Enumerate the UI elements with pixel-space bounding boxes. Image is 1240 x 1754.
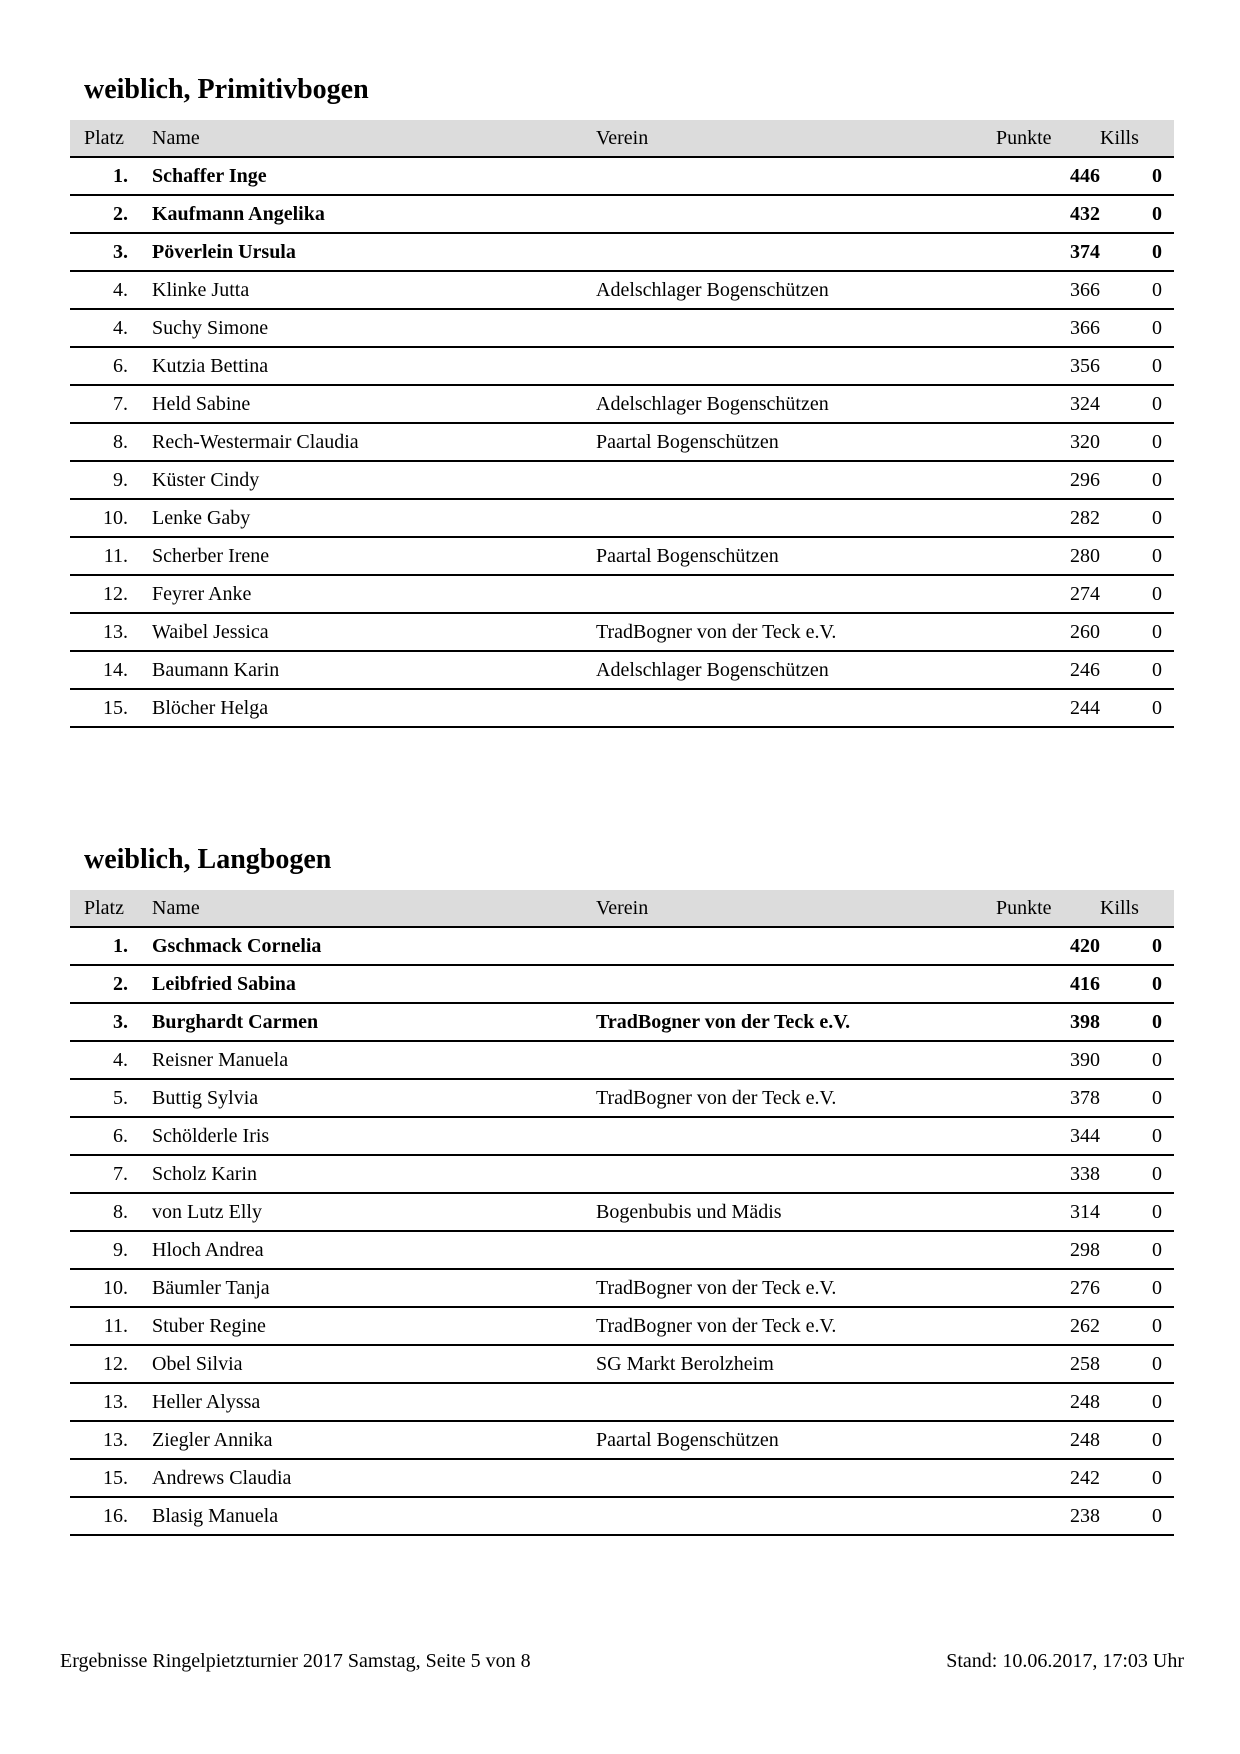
name-cell: Heller Alyssa: [152, 1383, 596, 1421]
column-spacer: [128, 120, 152, 157]
name-cell: Scherber Irene: [152, 537, 596, 575]
column-spacer: [128, 890, 152, 927]
table-row: [70, 575, 1174, 613]
spacer-cell: [128, 347, 152, 385]
points-cell: 248: [996, 1383, 1100, 1421]
kills-cell: 0: [1100, 1193, 1174, 1231]
table-row: [70, 195, 1174, 233]
club-cell: [596, 927, 996, 965]
club-cell: [596, 575, 996, 613]
spacer-cell: [128, 157, 152, 195]
club-cell: SG Markt Berolzheim: [596, 1345, 996, 1383]
rank-cell: 7.: [70, 385, 128, 423]
table-row: [70, 1155, 1174, 1193]
club-cell: [596, 1459, 996, 1497]
club-cell: Adelschlager Bogenschützen: [596, 651, 996, 689]
table-row: [70, 1421, 1174, 1459]
spacer-cell: [128, 927, 152, 965]
club-cell: TradBogner von der Teck e.V.: [596, 1307, 996, 1345]
name-cell: Burghardt Carmen: [152, 1003, 596, 1041]
table-row: [70, 233, 1174, 271]
rank-cell: 13.: [70, 1383, 128, 1421]
table-header-row: [70, 120, 1174, 157]
spacer-cell: [128, 689, 152, 727]
spacer-cell: [128, 575, 152, 613]
kills-cell: 0: [1100, 423, 1174, 461]
points-cell: 446: [996, 157, 1100, 195]
spacer-cell: [128, 1193, 152, 1231]
column-header-name: Name: [152, 890, 596, 927]
points-cell: 274: [996, 575, 1100, 613]
spacer-cell: [128, 1231, 152, 1269]
table-row: [70, 965, 1174, 1003]
club-cell: [596, 689, 996, 727]
club-cell: [596, 233, 996, 271]
club-cell: Paartal Bogenschützen: [596, 423, 996, 461]
points-cell: 374: [996, 233, 1100, 271]
rank-cell: 11.: [70, 1307, 128, 1345]
kills-cell: 0: [1100, 195, 1174, 233]
club-cell: [596, 1497, 996, 1535]
name-cell: Lenke Gaby: [152, 499, 596, 537]
column-header-verein: Verein: [596, 120, 996, 157]
results-table: [70, 890, 1174, 1536]
spacer-cell: [128, 613, 152, 651]
name-cell: Buttig Sylvia: [152, 1079, 596, 1117]
name-cell: Blasig Manuela: [152, 1497, 596, 1535]
club-cell: [596, 965, 996, 1003]
kills-cell: 0: [1100, 1497, 1174, 1535]
table-row: [70, 309, 1174, 347]
rank-cell: 8.: [70, 1193, 128, 1231]
club-cell: Paartal Bogenschützen: [596, 1421, 996, 1459]
spacer-cell: [128, 1079, 152, 1117]
rank-cell: 10.: [70, 1269, 128, 1307]
points-cell: 432: [996, 195, 1100, 233]
rank-cell: 12.: [70, 1345, 128, 1383]
spacer-cell: [128, 195, 152, 233]
spacer-cell: [128, 499, 152, 537]
table-body: [70, 157, 1174, 727]
points-cell: 420: [996, 927, 1100, 965]
table-row: [70, 1307, 1174, 1345]
club-cell: Adelschlager Bogenschützen: [596, 271, 996, 309]
name-cell: Ziegler Annika: [152, 1421, 596, 1459]
kills-cell: 0: [1100, 651, 1174, 689]
table-row: [70, 1459, 1174, 1497]
rank-cell: 9.: [70, 1231, 128, 1269]
club-cell: Paartal Bogenschützen: [596, 537, 996, 575]
kills-cell: 0: [1100, 1383, 1174, 1421]
column-header-kills: Kills: [1100, 890, 1174, 927]
table-row: [70, 347, 1174, 385]
points-cell: 366: [996, 309, 1100, 347]
club-cell: TradBogner von der Teck e.V.: [596, 613, 996, 651]
table-row: [70, 1231, 1174, 1269]
rank-cell: 10.: [70, 499, 128, 537]
kills-cell: 0: [1100, 347, 1174, 385]
table-row: [70, 1079, 1174, 1117]
points-cell: 246: [996, 651, 1100, 689]
column-header-platz: Platz: [70, 120, 128, 157]
spacer-cell: [128, 1003, 152, 1041]
name-cell: Bäumler Tanja: [152, 1269, 596, 1307]
rank-cell: 15.: [70, 689, 128, 727]
kills-cell: 0: [1100, 1003, 1174, 1041]
kills-cell: 0: [1100, 385, 1174, 423]
name-cell: Kaufmann Angelika: [152, 195, 596, 233]
table-row: [70, 1497, 1174, 1535]
table-body: [70, 927, 1174, 1535]
points-cell: 280: [996, 537, 1100, 575]
name-cell: Schaffer Inge: [152, 157, 596, 195]
kills-cell: 0: [1100, 537, 1174, 575]
column-header-verein: Verein: [596, 890, 996, 927]
name-cell: Hloch Andrea: [152, 1231, 596, 1269]
table-row: [70, 461, 1174, 499]
footer-document-info: Ergebnisse Ringelpietzturnier 2017 Samstag, Seite 5 von 8: [60, 1650, 531, 1672]
points-cell: 276: [996, 1269, 1100, 1307]
kills-cell: 0: [1100, 613, 1174, 651]
rank-cell: 4.: [70, 1041, 128, 1079]
name-cell: Baumann Karin: [152, 651, 596, 689]
club-cell: [596, 1155, 996, 1193]
name-cell: Gschmack Cornelia: [152, 927, 596, 965]
rank-cell: 4.: [70, 309, 128, 347]
points-cell: 320: [996, 423, 1100, 461]
points-cell: 238: [996, 1497, 1100, 1535]
name-cell: von Lutz Elly: [152, 1193, 596, 1231]
club-cell: [596, 195, 996, 233]
spacer-cell: [128, 1307, 152, 1345]
rank-cell: 1.: [70, 157, 128, 195]
name-cell: Kutzia Bettina: [152, 347, 596, 385]
points-cell: 260: [996, 613, 1100, 651]
spacer-cell: [128, 461, 152, 499]
name-cell: Blöcher Helga: [152, 689, 596, 727]
table-row: [70, 157, 1174, 195]
table-row: [70, 385, 1174, 423]
spacer-cell: [128, 309, 152, 347]
club-cell: [596, 309, 996, 347]
name-cell: Klinke Jutta: [152, 271, 596, 309]
club-cell: [596, 1117, 996, 1155]
points-cell: 366: [996, 271, 1100, 309]
spacer-cell: [128, 1345, 152, 1383]
spacer-cell: [128, 1155, 152, 1193]
spacer-cell: [128, 651, 152, 689]
name-cell: Suchy Simone: [152, 309, 596, 347]
spacer-cell: [128, 423, 152, 461]
column-header-punkte: Punkte: [996, 890, 1100, 927]
table-row: [70, 1193, 1174, 1231]
spacer-cell: [128, 965, 152, 1003]
table-row: [70, 1383, 1174, 1421]
rank-cell: 1.: [70, 927, 128, 965]
column-header-kills: Kills: [1100, 120, 1174, 157]
rank-cell: 5.: [70, 1079, 128, 1117]
rank-cell: 12.: [70, 575, 128, 613]
kills-cell: 0: [1100, 309, 1174, 347]
rank-cell: 9.: [70, 461, 128, 499]
name-cell: Feyrer Anke: [152, 575, 596, 613]
rank-cell: 8.: [70, 423, 128, 461]
spacer-cell: [128, 271, 152, 309]
kills-cell: 0: [1100, 965, 1174, 1003]
points-cell: 356: [996, 347, 1100, 385]
kills-cell: 0: [1100, 271, 1174, 309]
name-cell: Stuber Regine: [152, 1307, 596, 1345]
column-header-platz: Platz: [70, 890, 128, 927]
kills-cell: 0: [1100, 461, 1174, 499]
spacer-cell: [128, 537, 152, 575]
club-cell: [596, 499, 996, 537]
kills-cell: 0: [1100, 1079, 1174, 1117]
points-cell: 296: [996, 461, 1100, 499]
spacer-cell: [128, 233, 152, 271]
club-cell: TradBogner von der Teck e.V.: [596, 1003, 996, 1041]
rank-cell: 2.: [70, 195, 128, 233]
club-cell: TradBogner von der Teck e.V.: [596, 1079, 996, 1117]
kills-cell: 0: [1100, 1155, 1174, 1193]
kills-cell: 0: [1100, 233, 1174, 271]
kills-cell: 0: [1100, 1269, 1174, 1307]
rank-cell: 3.: [70, 233, 128, 271]
name-cell: Pöverlein Ursula: [152, 233, 596, 271]
spacer-cell: [128, 1459, 152, 1497]
kills-cell: 0: [1100, 1459, 1174, 1497]
rank-cell: 6.: [70, 1117, 128, 1155]
kills-cell: 0: [1100, 157, 1174, 195]
name-cell: Leibfried Sabina: [152, 965, 596, 1003]
spacer-cell: [128, 1041, 152, 1079]
points-cell: 338: [996, 1155, 1100, 1193]
column-header-name: Name: [152, 120, 596, 157]
name-cell: Rech-Westermair Claudia: [152, 423, 596, 461]
name-cell: Held Sabine: [152, 385, 596, 423]
points-cell: 390: [996, 1041, 1100, 1079]
points-cell: 298: [996, 1231, 1100, 1269]
table-row: [70, 651, 1174, 689]
name-cell: Scholz Karin: [152, 1155, 596, 1193]
table-row: [70, 613, 1174, 651]
table-row: [70, 1345, 1174, 1383]
points-cell: 314: [996, 1193, 1100, 1231]
club-cell: [596, 461, 996, 499]
table-row: [70, 689, 1174, 727]
kills-cell: 0: [1100, 1345, 1174, 1383]
kills-cell: 0: [1100, 575, 1174, 613]
rank-cell: 6.: [70, 347, 128, 385]
club-cell: Bogenbubis und Mädis: [596, 1193, 996, 1231]
spacer-cell: [128, 1421, 152, 1459]
kills-cell: 0: [1100, 499, 1174, 537]
kills-cell: 0: [1100, 689, 1174, 727]
table-row: [70, 499, 1174, 537]
name-cell: Obel Silvia: [152, 1345, 596, 1383]
table-header-row: [70, 890, 1174, 927]
points-cell: 378: [996, 1079, 1100, 1117]
table-row: [70, 927, 1174, 965]
points-cell: 242: [996, 1459, 1100, 1497]
club-cell: Adelschlager Bogenschützen: [596, 385, 996, 423]
spacer-cell: [128, 1383, 152, 1421]
table-row: [70, 1117, 1174, 1155]
points-cell: 248: [996, 1421, 1100, 1459]
rank-cell: 2.: [70, 965, 128, 1003]
club-cell: TradBogner von der Teck e.V.: [596, 1269, 996, 1307]
kills-cell: 0: [1100, 1307, 1174, 1345]
spacer-cell: [128, 385, 152, 423]
table-row: [70, 271, 1174, 309]
club-cell: [596, 1041, 996, 1079]
name-cell: Schölderle Iris: [152, 1117, 596, 1155]
results-table: [70, 120, 1174, 728]
name-cell: Waibel Jessica: [152, 613, 596, 651]
club-cell: [596, 347, 996, 385]
table-row: [70, 1003, 1174, 1041]
table-row: [70, 1269, 1174, 1307]
footer-timestamp: Stand: 10.06.2017, 17:03 Uhr: [946, 1650, 1184, 1672]
section-title: weiblich, Primitivbogen: [84, 74, 369, 105]
club-cell: [596, 1231, 996, 1269]
spacer-cell: [128, 1269, 152, 1307]
points-cell: 244: [996, 689, 1100, 727]
kills-cell: 0: [1100, 1117, 1174, 1155]
name-cell: Küster Cindy: [152, 461, 596, 499]
points-cell: 282: [996, 499, 1100, 537]
points-cell: 324: [996, 385, 1100, 423]
table-row: [70, 537, 1174, 575]
points-cell: 398: [996, 1003, 1100, 1041]
kills-cell: 0: [1100, 927, 1174, 965]
name-cell: Andrews Claudia: [152, 1459, 596, 1497]
kills-cell: 0: [1100, 1041, 1174, 1079]
column-header-punkte: Punkte: [996, 120, 1100, 157]
rank-cell: 13.: [70, 613, 128, 651]
rank-cell: 14.: [70, 651, 128, 689]
name-cell: Reisner Manuela: [152, 1041, 596, 1079]
rank-cell: 16.: [70, 1497, 128, 1535]
club-cell: [596, 1383, 996, 1421]
table-row: [70, 423, 1174, 461]
rank-cell: 3.: [70, 1003, 128, 1041]
points-cell: 262: [996, 1307, 1100, 1345]
spacer-cell: [128, 1117, 152, 1155]
table-row: [70, 1041, 1174, 1079]
points-cell: 416: [996, 965, 1100, 1003]
kills-cell: 0: [1100, 1231, 1174, 1269]
club-cell: [596, 157, 996, 195]
points-cell: 344: [996, 1117, 1100, 1155]
rank-cell: 15.: [70, 1459, 128, 1497]
rank-cell: 11.: [70, 537, 128, 575]
spacer-cell: [128, 1497, 152, 1535]
rank-cell: 4.: [70, 271, 128, 309]
points-cell: 258: [996, 1345, 1100, 1383]
section-title: weiblich, Langbogen: [84, 844, 332, 875]
rank-cell: 13.: [70, 1421, 128, 1459]
rank-cell: 7.: [70, 1155, 128, 1193]
kills-cell: 0: [1100, 1421, 1174, 1459]
